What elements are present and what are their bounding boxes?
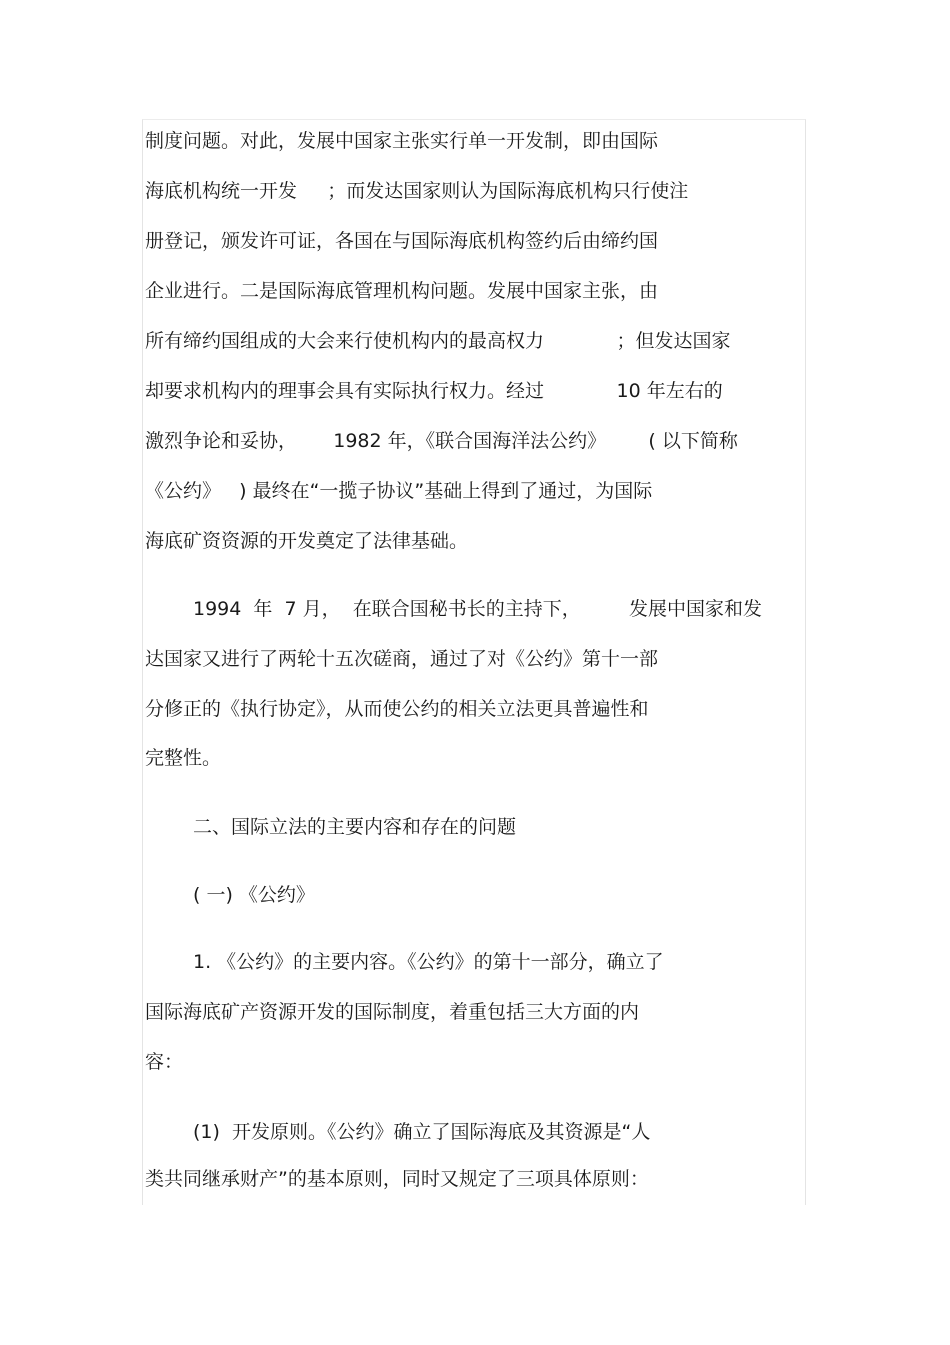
- text-line: 企业进行。二是国际海底管理机构问题。发展中国家主张，由: [145, 280, 659, 302]
- paragraph-first-line: (1) 开发原则。《公约》确立了国际海底及其资源是“人: [193, 1121, 651, 1143]
- text-line: 册登记，颁发许可证，各国在与国际海底机构签约后由缔约国: [145, 230, 659, 252]
- text-line: 却要求机构内的理事会具有实际执行权力。经过 10 年左右的: [145, 380, 723, 402]
- text-line: 国际海底矿产资源开发的国际制度，着重包括三大方面的内: [145, 1001, 640, 1023]
- text-line: 完整性。: [145, 747, 222, 769]
- text-line: 类共同继承财产”的基本原则，同时又规定了三项具体原则：: [145, 1168, 649, 1190]
- section-heading: 二、国际立法的主要内容和存在的问题: [193, 816, 517, 838]
- text-line: 制度问题。对此，发展中国家主张实行单一开发制，即由国际: [145, 130, 659, 152]
- text-line: 达国家又进行了两轮十五次磋商，通过了对《公约》第十一部: [145, 648, 659, 670]
- text-line: 分修正的《执行协定》，从而使公约的相关立法更具普遍性和: [145, 698, 649, 720]
- text-line: 《公约》 ) 最终在“一揽子协议”基础上得到了通过，为国际: [145, 480, 653, 502]
- text-line: 所有缔约国组成的大会来行使机构内的最高权力 ；但发达国家: [145, 330, 731, 352]
- text-line: 海底矿资资源的开发奠定了法律基础。: [145, 530, 469, 552]
- paragraph-first-line: 1994 年 7 月， 在联合国秘书长的主持下， 发展中国家和发: [193, 598, 763, 620]
- subsection-heading: ( 一) 《公约》: [193, 884, 315, 906]
- paragraph-first-line: 1. 《公约》的主要内容。《公约》的第十一部分，确立了: [193, 951, 664, 973]
- text-line: 海底机构统一开发 ；而发达国家则认为国际海底机构只行使注: [145, 180, 689, 202]
- text-line: 容：: [145, 1051, 184, 1073]
- text-line: 激烈争论和妥协， 1982 年，《联合国海洋法公约》 ( 以下简称: [145, 430, 738, 452]
